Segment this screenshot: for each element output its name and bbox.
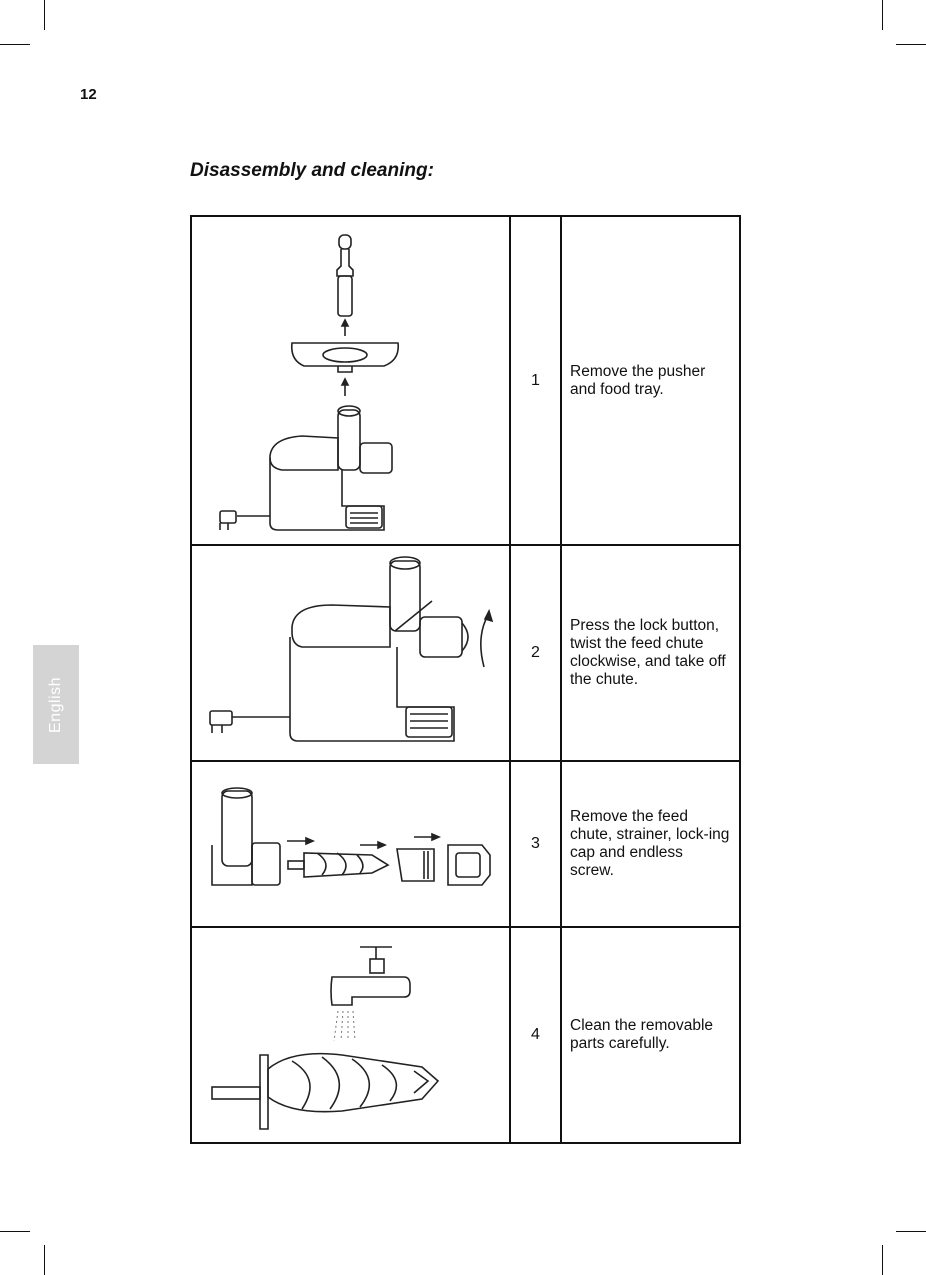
remove-pusher-tray-illustration bbox=[192, 218, 509, 543]
step-2-text: Press the lock button, twist the feed chute clockwise, and take off the chute. bbox=[561, 545, 740, 761]
step-3-text: Remove the feed chute, strainer, lock-ing cap and endless screw. bbox=[561, 761, 740, 927]
step-2-number: 2 bbox=[510, 545, 561, 761]
crop-mark bbox=[896, 1231, 926, 1232]
tap-cleaning-illustration bbox=[192, 929, 509, 1141]
step-1-number: 1 bbox=[510, 216, 561, 545]
page-number: 12 bbox=[80, 86, 97, 103]
language-side-tab bbox=[33, 645, 79, 764]
step-4-number: 4 bbox=[510, 927, 561, 1143]
step-4-text: Clean the removable parts carefully. bbox=[561, 927, 740, 1143]
step-1-text: Remove the pusher and food tray. bbox=[561, 216, 740, 545]
crop-mark bbox=[44, 1245, 45, 1275]
step-row-4 bbox=[191, 927, 740, 1143]
step-row-3 bbox=[191, 761, 740, 927]
twist-feed-chute-illustration bbox=[192, 547, 509, 759]
crop-mark bbox=[882, 1245, 883, 1275]
crop-mark bbox=[896, 44, 926, 45]
exploded-parts-illustration bbox=[192, 763, 509, 925]
steps-table bbox=[190, 215, 741, 1144]
crop-mark bbox=[0, 44, 30, 45]
step-4-illustration-cell bbox=[191, 927, 510, 1143]
crop-mark bbox=[44, 0, 45, 30]
language-label: English bbox=[47, 676, 64, 733]
crop-mark bbox=[0, 1231, 30, 1232]
step-row-1 bbox=[191, 216, 740, 545]
step-3-number: 3 bbox=[510, 761, 561, 927]
step-1-illustration-cell bbox=[191, 216, 510, 545]
step-3-illustration-cell bbox=[191, 761, 510, 927]
step-row-2 bbox=[191, 545, 740, 761]
step-2-illustration-cell bbox=[191, 545, 510, 761]
crop-mark bbox=[882, 0, 883, 30]
section-heading: Disassembly and cleaning: bbox=[190, 160, 434, 181]
